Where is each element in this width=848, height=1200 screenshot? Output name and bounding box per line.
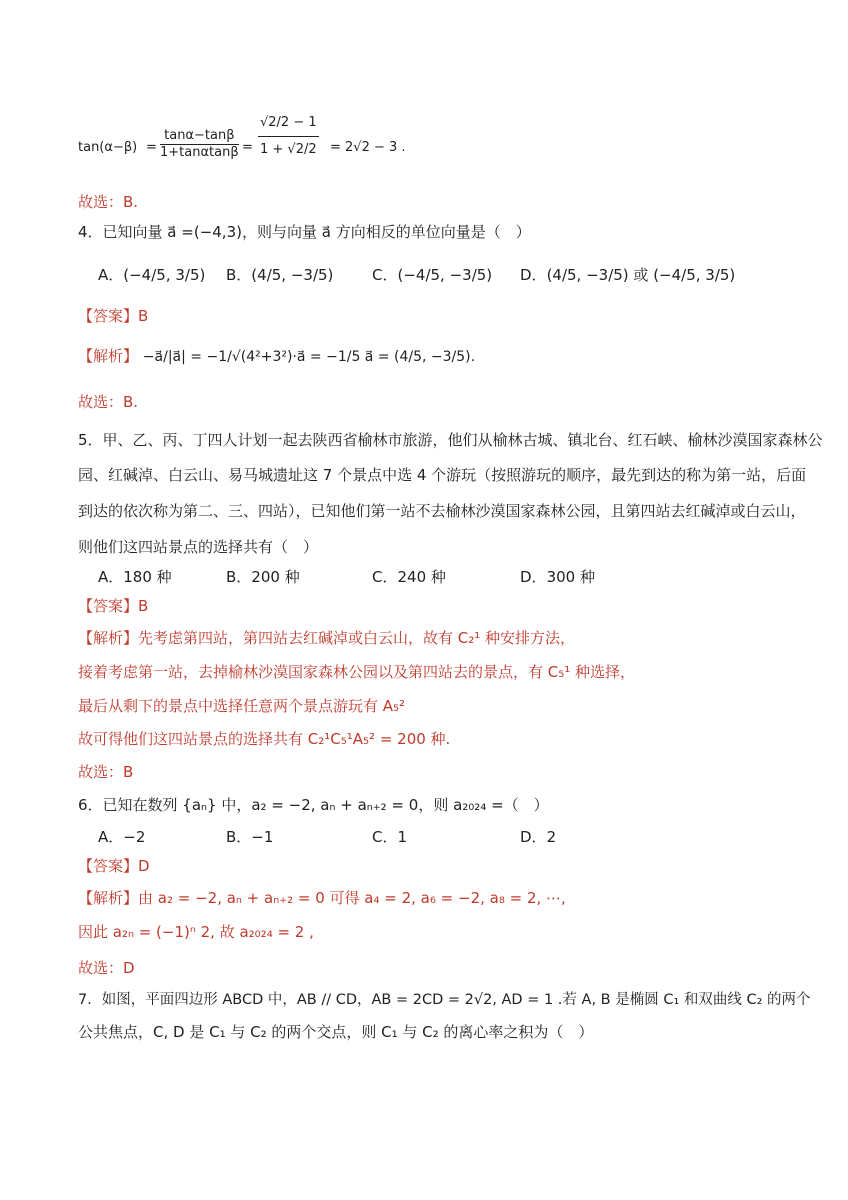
- q4-option-d[interactable]: [520, 264, 735, 285]
- q4-choice: 故选：B.: [78, 393, 139, 411]
- formula-frac2: [258, 110, 319, 163]
- option-label: A．: [98, 266, 124, 284]
- formula-frac1: [160, 128, 239, 161]
- q5-line-1: 5．甲、乙、丙、丁四人计划一起去陕西省榆林市旅游，他们从榆林古城、镇北台、红石峡、榆林沙漠国家森林公: [78, 431, 823, 449]
- q5-option-b[interactable]: [226, 566, 300, 587]
- frac1-num: tanα−tanβ: [160, 128, 239, 145]
- option-value: (4/5, −3/5) 或 (−4/5, 3/5): [546, 266, 736, 284]
- analysis-tag: 【解析】: [78, 889, 139, 907]
- option-label: C．: [372, 828, 398, 846]
- formula-lhs: tan(α−β): [78, 140, 138, 155]
- q4-option-c[interactable]: [372, 264, 492, 285]
- option-value: 300 种: [546, 568, 595, 586]
- option-label: A．: [98, 568, 124, 586]
- q4-option-b[interactable]: [226, 264, 333, 285]
- q5-line-4: 则他们这四站景点的选择共有（ ）: [78, 538, 319, 556]
- option-label: A．: [98, 828, 124, 846]
- analysis-text: −a⃗/|a⃗| = −1/√(4²+3²)·a⃗ = −1/5 a⃗ = (4/5, −3/5).: [142, 349, 476, 365]
- frac2-num: √2/2 − 1: [258, 110, 319, 137]
- option-label: B．: [226, 568, 252, 586]
- option-value: 180 种: [123, 568, 172, 586]
- q5-choice: 故选：B: [78, 763, 134, 781]
- option-label: B．: [226, 266, 252, 284]
- analysis-text: 由 a₂ = −2, aₙ + aₙ₊₂ = 0 可得 a₄ = 2, a₆ = −2, a₈ = 2, ⋯,: [138, 889, 566, 907]
- option-value: 240 种: [397, 568, 446, 586]
- q6-option-c[interactable]: [372, 826, 407, 847]
- q6-analysis-1: [78, 888, 566, 908]
- q5-answer: 【答案】B: [78, 597, 149, 615]
- option-value: −1: [251, 828, 274, 846]
- q5-analysis-1: [78, 628, 575, 648]
- frac1-den: 1+tanαtanβ: [160, 145, 239, 160]
- q7-line-2: 公共焦点，C, D 是 C₁ 与 C₂ 的两个交点，则 C₁ 与 C₂ 的离心率之积为（ ）: [78, 1023, 594, 1041]
- q6-option-a[interactable]: [98, 826, 145, 847]
- option-value: −2: [123, 828, 146, 846]
- q3-choice: 故选：B.: [78, 193, 139, 211]
- option-label: D．: [520, 266, 547, 284]
- q5-option-a[interactable]: [98, 566, 172, 587]
- q6-question: 6．已知在数列 {aₙ} 中，a₂ = −2, aₙ + aₙ₊₂ = 0，则 a₂₀₂₄ =（ ）: [78, 796, 549, 814]
- q5-analysis-4: 故可得他们这四站景点的选择共有 C₂¹C₅¹A₅² = 200 种.: [78, 730, 451, 748]
- q5-option-d[interactable]: [520, 566, 595, 587]
- q7-line-1: 7．如图，平面四边形 ABCD 中，AB // CD，AB = 2CD = 2√2, AD = 1 .若 A, B 是椭圆 C₁ 和双曲线 C₂ 的两个: [78, 992, 811, 1008]
- q4-analysis: [78, 346, 475, 367]
- q5-line-2: 园、红碱淖、白云山、易马城遗址这 7 个景点中选 4 个游玩（按照游玩的顺序，最先到达的称为第一站，后面: [78, 466, 807, 484]
- analysis-tag: 【解析】: [78, 629, 139, 647]
- q6-analysis-2: 因此 a₂ₙ = (−1)ⁿ 2, 故 a₂₀₂₄ = 2 ,: [78, 923, 314, 941]
- option-value: 200 种: [251, 568, 300, 586]
- option-label: C．: [372, 568, 398, 586]
- option-value: 1: [397, 828, 408, 846]
- q6-option-d[interactable]: [520, 826, 556, 847]
- q4-answer: 【答案】B: [78, 307, 149, 325]
- q5-line-3: 到达的依次称为第二、三、四站），已知他们第一站不去榆林沙漠国家森林公园，且第四站去红碱淖或白云山，: [78, 502, 806, 520]
- q6-choice: 故选：D: [78, 959, 135, 977]
- q5-analysis-2: 接着考虑第一站，去掉榆林沙漠国家森林公园以及第四站去的景点，有 C₅¹ 种选择，: [78, 663, 636, 681]
- option-value: (−4/5, −3/5): [397, 266, 493, 284]
- option-label: C．: [372, 266, 398, 284]
- q5-option-c[interactable]: [372, 566, 446, 587]
- formula-result: = 2√2 − 3 .: [330, 140, 406, 155]
- q5-analysis-3: 最后从剩下的景点中选择任意两个景点游玩有 A₅²: [78, 697, 406, 715]
- option-value: 2: [546, 828, 557, 846]
- document-page: tan(α−β) = $\frac{\tan\alpha-\tan\beta}{1+\tan\alpha\tan\beta}$ = $\frac{√2/2 - 1}{1 + √2/2}$ = 2√2 − 3 . 故选：B. 4．已知向量 a⃗ =(−4,3)，则与向量 a⃗ 方向相反的单位向量是（ ） A．(−4/5, 3/5) B．(4/5, −3/5) C．(−4/5, −3/5) D．(4/5, −3/5) 或 (−4/5, 3/5) 【答案】B 【解析】 −a⃗/|a⃗| = −1/√(4²+3²)·a⃗ = −1/5 a⃗ = (4/5, −3/5). 故选：B. 5．甲、乙、丙、丁四人计划一起去陕西省榆林市旅游，他们从榆林古城、镇北台、红石峡、榆林沙漠国家森林公 园、红碱淖、白云山、易马城遗址这 7 个景点中选 4 个游玩（按照游玩的顺序，最先到达的称为第一站，后面 到达的依次称为第二、三、四站），已知他们第一站不去榆林沙漠国家森林公园，且第四站去红碱淖或白云山， 则他们这四站景点的选择共有（ ） A．180 种 B．200 种 C．240 种 D．300 种 【答案】B 【解析】先考虑第四站，第四站去红碱淖或白云山，故有 C₂¹ 种安排方法， 接着考虑第一站，去掉榆林沙漠国家森林公园以及第四站去的景点，有 C₅¹ 种选择， 最后从剩下的景点中选择任意两个景点游玩有 A₅² 故可得他们这四站景点的选择共有 C₂¹C₅¹A₅² = 200 种. 故选：B 6．已知在数列 {aₙ} 中，a₂ = −2, aₙ + aₙ₊₂ = 0，则 a₂₀₂₄ =（ ） A．−2 B．−1 C．1 D．2 【答案】D 【解析】由 a₂ = −2, aₙ + aₙ₊₂ = 0 可得 a₄ = 2, a₆ = −2, a₈ = 2, ⋯, 因此 a₂ₙ = (−1)ⁿ 2, 故 a₂₀₂₄ = 2 , 故选：D 7．如图，平面四边形 ABCD 中，AB // CD，AB = 2CD = 2√2, AD = 1 .若 A, B 是椭圆 C₁ 和双曲线 C₂ 的两个 公共焦点，C, D 是 C₁ 与 C₂ 的两个交点，则 C₁ 与 C₂ 的离心率之积为（ ）: [0, 0, 848, 1200]
- frac2-den: 1 + √2/2: [260, 142, 317, 157]
- option-label: D．: [520, 828, 547, 846]
- option-label: D．: [520, 568, 547, 586]
- analysis-text: 先考虑第四站，第四站去红碱淖或白云山，故有 C₂¹ 种安排方法，: [138, 629, 576, 647]
- q4-question: 4．已知向量 a⃗ =(−4,3)，则与向量 a⃗ 方向相反的单位向量是（ ）: [78, 223, 531, 241]
- q6-option-b[interactable]: [226, 826, 273, 847]
- option-value: (−4/5, 3/5): [123, 266, 206, 284]
- option-value: (4/5, −3/5): [251, 266, 334, 284]
- option-label: B．: [226, 828, 252, 846]
- analysis-tag: 【解析】: [78, 347, 139, 365]
- q4-option-a[interactable]: [98, 264, 205, 285]
- q6-answer: 【答案】D: [78, 857, 150, 875]
